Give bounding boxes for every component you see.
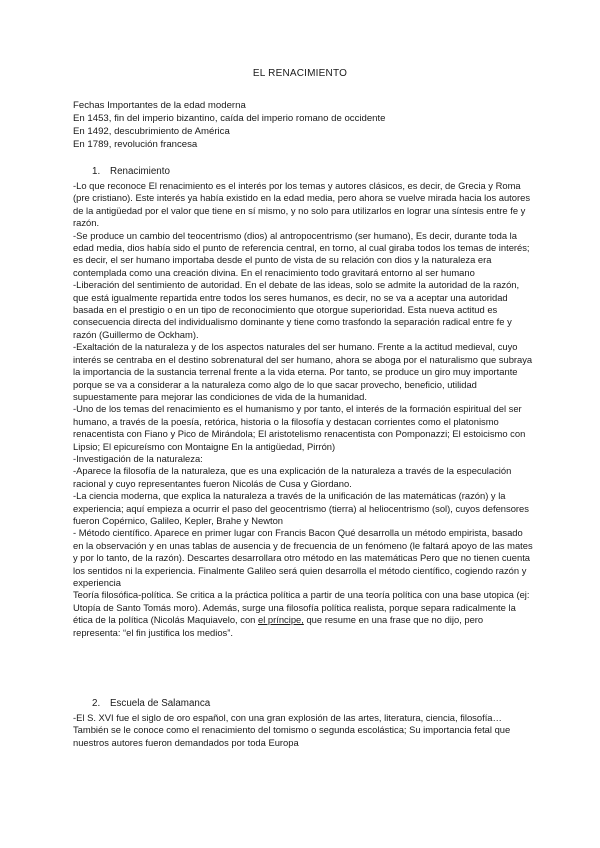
date-line: En 1492, descubrimiento de América: [73, 126, 230, 137]
dates-heading: Fechas Importantes de la edad moderna: [73, 100, 246, 111]
section-number: 2.: [92, 698, 101, 709]
section-heading: [92, 166, 170, 177]
paragraph: -Investigación de la naturaleza:: [73, 452, 203, 464]
date-line: En 1453, fin del imperio bizantino, caída del imperio romano de occidente: [73, 113, 386, 124]
paragraph: -Uno de los temas del renacimiento es el humanismo y por tanto, el interés de la formación espiritual del ser humano, a través de la poesía, retórica, historia o la filosofía y destacan corrientes como el platonismo renacentista con Fiano y Pico de Mirándola; El aristotelismo renacentista con Pomponazzi; El estoicismo con Lipsio; El epicureísmo con Montaigne En la antigüedad, Pirrón): [73, 403, 526, 452]
section-title: Escuela de Salamanca: [110, 698, 211, 709]
paragraph: -Aparece la filosofía de la naturaleza, que es una explicación de la naturaleza a través de la especulación racional y cuyo representantes fueron Nicolás de Cusa y Giordano.: [73, 465, 512, 489]
paragraph: -Lo que reconoce El renacimiento es el interés por los temas y autores clásicos, es decir, de Grecia y Roma (pre cristiano). Este interés ya había existido en la edad media, pero ahora se vuelve mirada hacia los autores de la antigüedad por el valor que tiene en sí mismo, y no solo para utilizarlos en lograr una síntesis entre fe y razón.: [73, 180, 531, 229]
section-body: [73, 180, 533, 639]
paragraph-politics: [73, 589, 533, 639]
paragraph: -Liberación del sentimiento de autoridad. En el debate de las ideas, solo se admite la autoridad de la razón, que está igualmente repartida entre todos los seres humanos, es decir, no se va a aceptar una autoridad basada en el prestigio o en un tipo de reconocimiento que otorgue superioridad. Esta nueva actitud es consecuencia directa del individualismo dominante y tiene como trasfondo la separación radical entre fe y razón (Guillermo de Ockham).: [73, 279, 520, 340]
politics-text-end: que resume en una frase que no dijo, pero representa: “el fin justifica los medios”.: [73, 614, 484, 638]
book-title-link: el príncipe,: [258, 614, 304, 626]
section-title: Renacimiento: [110, 166, 170, 177]
paragraph: -Exaltación de la naturaleza y de los aspectos naturales del ser humano. Frente a la actitud medieval, cuyo interés se centraba en el destino sobrenatural del ser humano, ahora se aboga por el naturalismo que subraya la importancia de la sustancia terrenal frente a la vida eterna. Por tanto, se produce un giro muy importante porque se va a considerar a la naturaleza como algo de lo que sacar provecho, beneficio, utilidad supuestamente para mejorar las condiciones de vida de la humanidad.: [73, 341, 533, 402]
section-heading: [92, 698, 210, 709]
paragraph: - Método científico. Aparece en primer lugar con Francis Bacon Qué desarrolla un método empirista, basado en la observación y en unas tablas de ausencia y de frecuencia de un fenómeno (le faltará apoyo de las mates y por lo tanto, de la razón). Descartes desarrollara otro método en las matemáticas Pero que no tienen cuenta los sentidos ni la experiencia. Finalmente Galileo será quien desarrolla el método científico, cogiendo razón y experiencia: [73, 527, 533, 588]
politics-text: Teoría filosófica-política. Se critica a la práctica política a partir de una teoría política con una base utopica (ej: Utopía de Santo Tomás moro). Además, surge una filosofía política realista, porque separa radicalmente la ética de la política (Nicolás Maquiavelo, con: [73, 589, 530, 626]
section-body: [73, 712, 533, 749]
paragraph: -El S. XVI fue el siglo de oro español, con una gran explosión de las artes, literatura, ciencia, filosofía… También se le conoce como el renacimiento del tomismo o segunda escolástica; Su importancia fetal que nuestros autores fueron demandados por toda Europa: [73, 712, 511, 748]
paragraph: -La ciencia moderna, que explica la naturaleza a través de la unificación de las matemáticas (razón) y la experiencia; aquí empieza a ocurrir el paso del geocentrismo (tierra) al heliocentrismo (sol), cuyos defensores fueron Copérnico, Galileo, Kepler, Brahe y Newton: [73, 490, 529, 526]
section-number: 1.: [92, 166, 101, 177]
document-title: EL RENACIMIENTO: [252, 68, 348, 79]
date-line: En 1789, revolución francesa: [73, 139, 198, 150]
paragraph: -Se produce un cambio del teocentrismo (dios) al antropocentrismo (ser humano), Es decir, durante toda la edad media, dios había sido el punto de referencia central, en torno, al cual giraba todos los temas de interés; es decir, el ser humano importaba desde el punto de vista de su relación con dios y la naturaleza era contemplada como una creación divina. En el renacimiento todo gravitará entorno al ser humano: [73, 229, 530, 278]
